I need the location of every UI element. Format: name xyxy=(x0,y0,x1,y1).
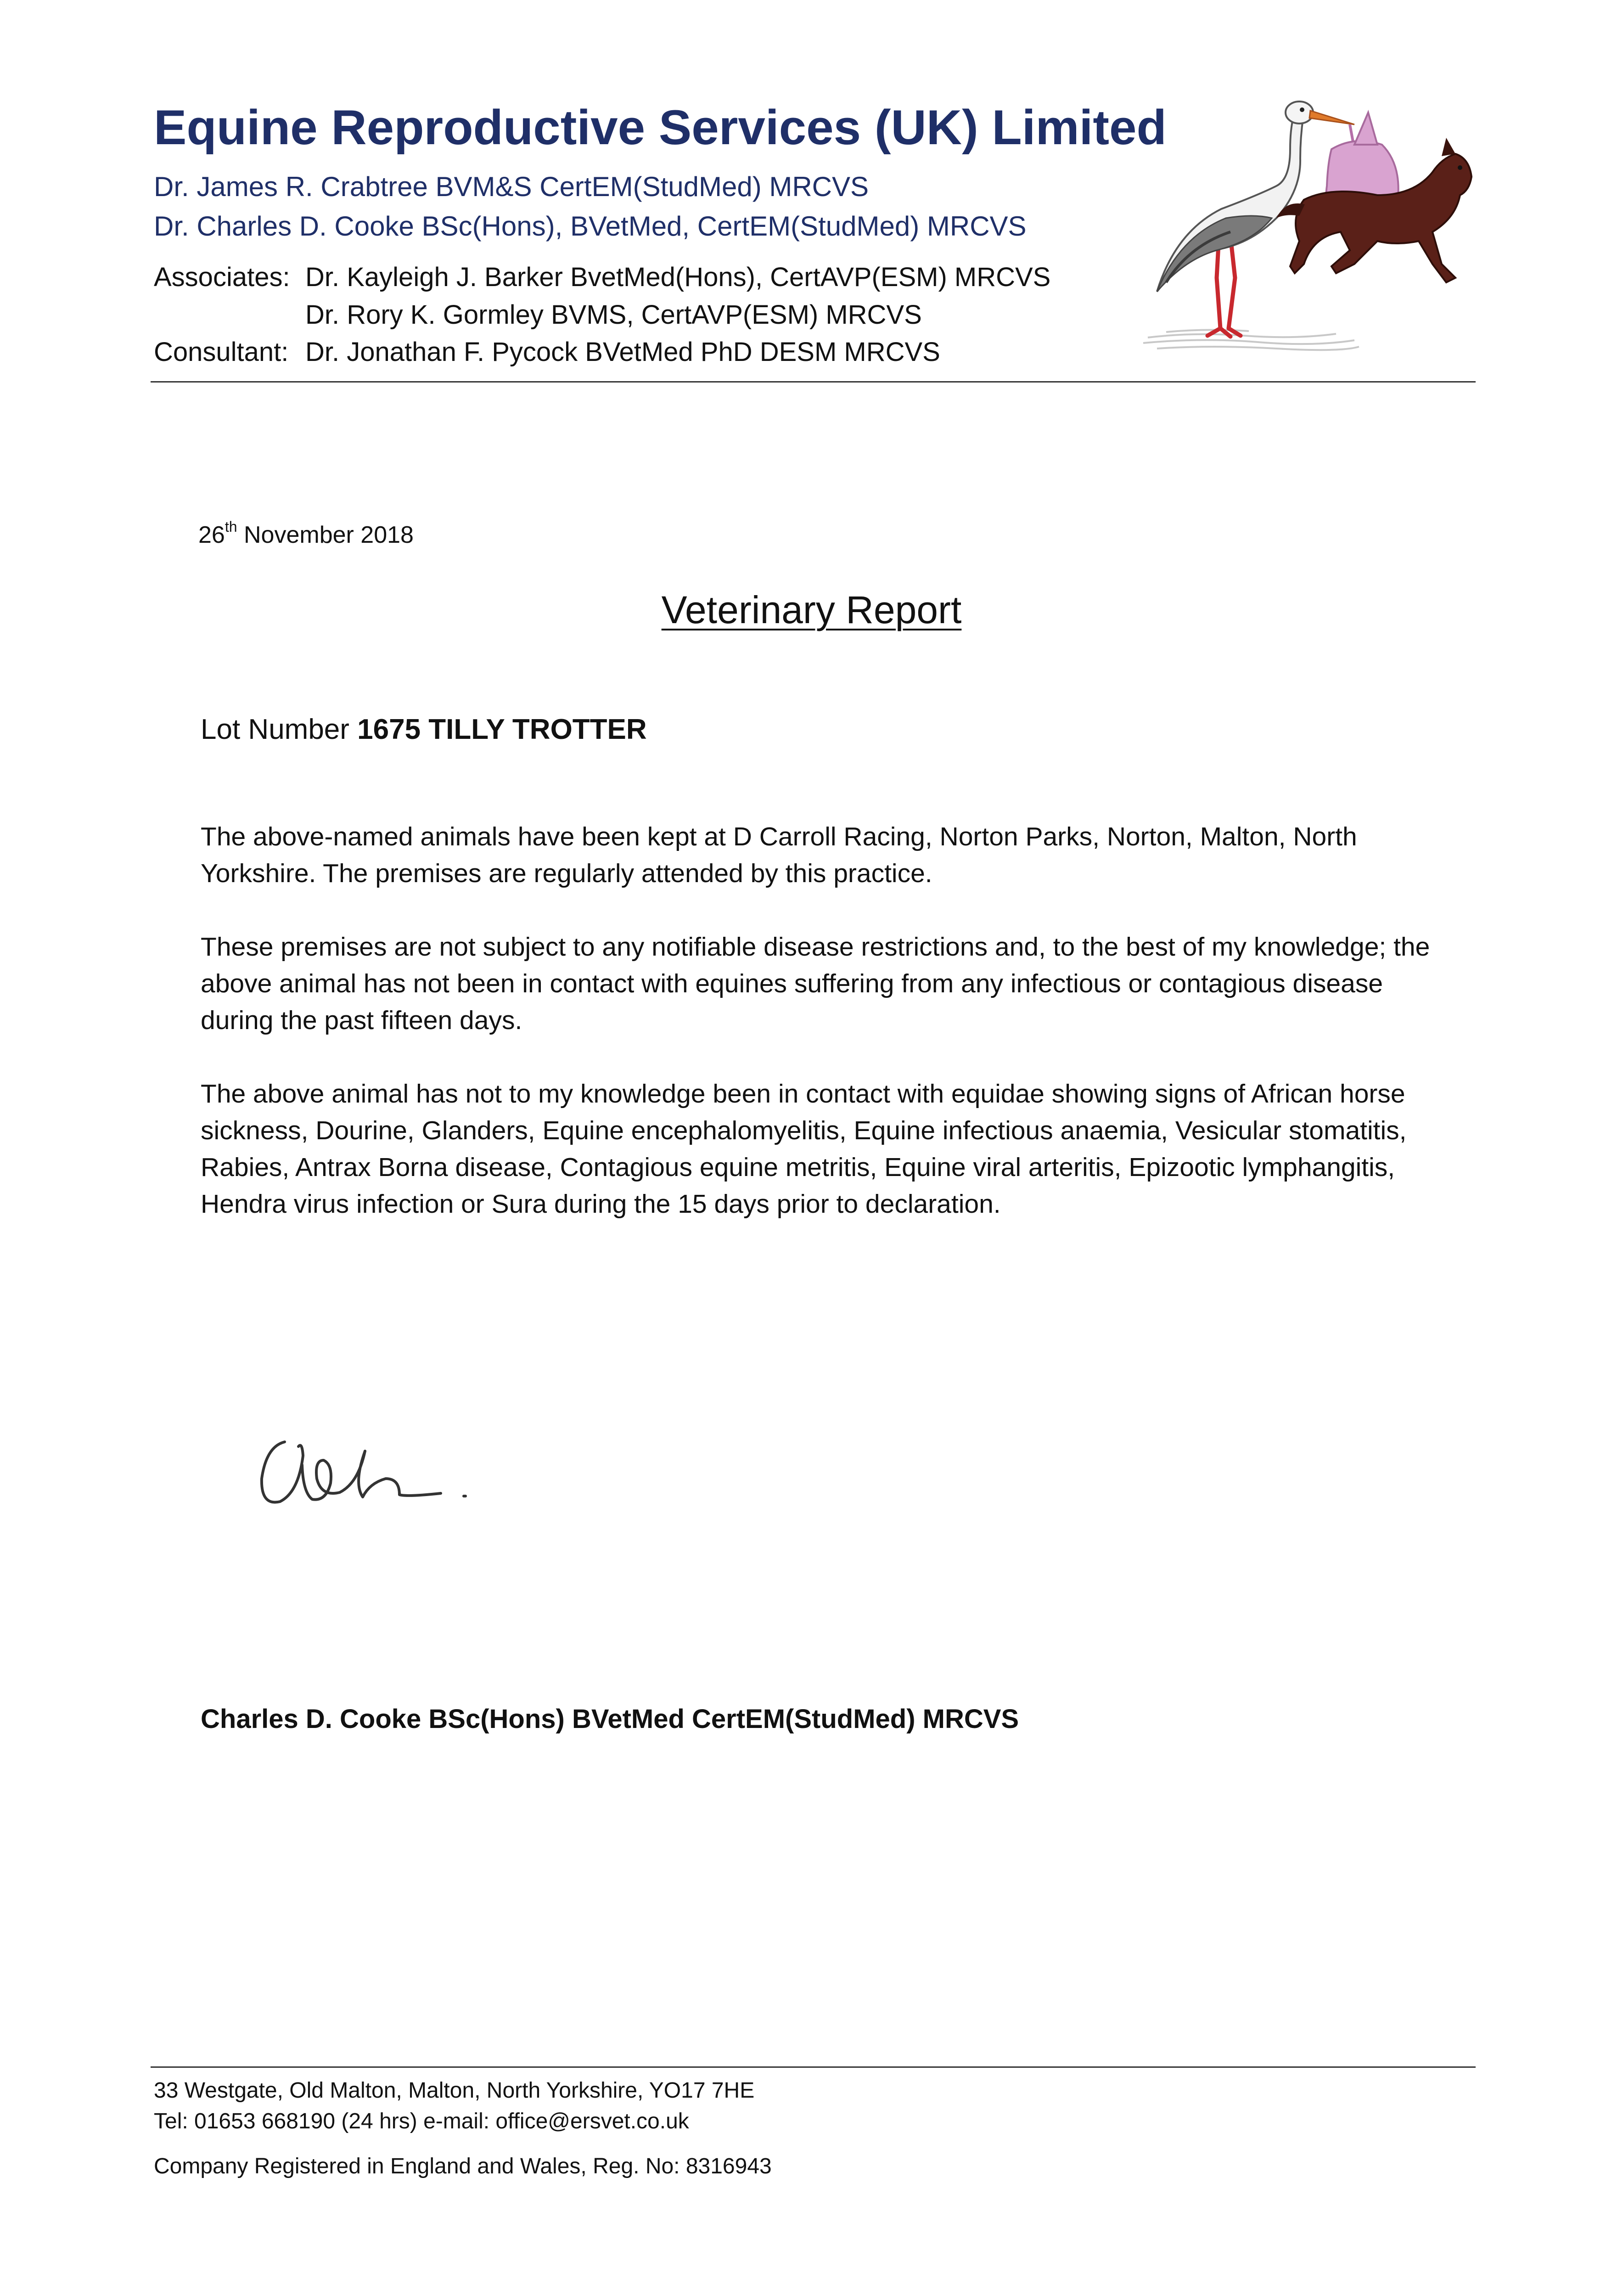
principal-vet-2: Dr. Charles D. Cooke BSc(Hons), BVetMed, CertEM(StudMed) MRCVS xyxy=(154,211,1027,242)
company-name: Equine Reproductive Services (UK) Limited xyxy=(154,100,1167,155)
principal-vet-1: Dr. James R. Crabtree BVM&S CertEM(StudMed) MRCVS xyxy=(154,171,869,202)
footer-registration: Company Registered in England and Wales, Reg. No: 8316943 xyxy=(154,2154,772,2178)
footer-address: 33 Westgate, Old Malton, Malton, North Yorkshire, YO17 7HE xyxy=(154,2078,755,2103)
associates-row-1 xyxy=(154,262,1050,293)
footer-contact: Tel: 01653 668190 (24 hrs) e-mail: office@ersvet.co.uk xyxy=(154,2109,689,2133)
stork-carrying-foal-logo-icon xyxy=(1139,80,1478,356)
lot-value: 1675 TILLY TROTTER xyxy=(357,714,647,745)
paragraph-disease-restrictions: These premises are not subject to any notifiable disease restrictions and, to the best of my knowledge; the above animal has not been in contact with equines suffering from any infectious or contagious disease during the past fifteen days. xyxy=(201,932,1430,1035)
header-divider xyxy=(151,381,1476,383)
report-title xyxy=(0,588,1623,632)
handwritten-signature-icon xyxy=(248,1414,487,1534)
associate-1: Dr. Kayleigh J. Barker BvetMed(Hons), CertAVP(ESM) MRCVS xyxy=(305,262,1051,292)
lot-label: Lot Number xyxy=(201,714,358,745)
date-month-year: November 2018 xyxy=(237,522,414,548)
lot-number xyxy=(201,713,647,746)
associates-label: Associates: xyxy=(154,262,290,292)
date-day: 26 xyxy=(198,522,225,548)
consultant-row xyxy=(154,337,940,367)
associates-row-2 xyxy=(154,299,922,330)
date-ordinal-suffix: th xyxy=(225,518,237,535)
report-title-text: Veterinary Report xyxy=(661,588,962,631)
associate-2: Dr. Rory K. Gormley BVMS, CertAVP(ESM) MRCVS xyxy=(305,300,922,330)
paragraph-equidae-contact: The above animal has not to my knowledge been in contact with equidae showing signs of African horse sickness, Dourine, Glanders, Equine encephalomyelitis, Equine infectious anaemia, Vesicular stomatitis, Rabies, Antrax Borna disease, Contagious equine metritis, Equine viral arteritis, Epizootic lymphangitis, Hendra virus infection or Sura during the 15 days prior to declaration. xyxy=(201,1079,1407,1219)
consultant-name: Dr. Jonathan F. Pycock BVetMed PhD DESM MRCVS xyxy=(305,337,940,367)
footer-divider xyxy=(151,2066,1476,2068)
paragraph-premises: The above-named animals have been kept at D Carroll Racing, Norton Parks, Norton, Malton, North Yorkshire. The premises are regularly attended by this practice. xyxy=(201,822,1357,888)
signatory-name: Charles D. Cooke BSc(Hons) BVetMed CertEM(StudMed) MRCVS xyxy=(201,1704,1019,1734)
consultant-label: Consultant: xyxy=(154,337,289,367)
report-date xyxy=(198,518,414,549)
